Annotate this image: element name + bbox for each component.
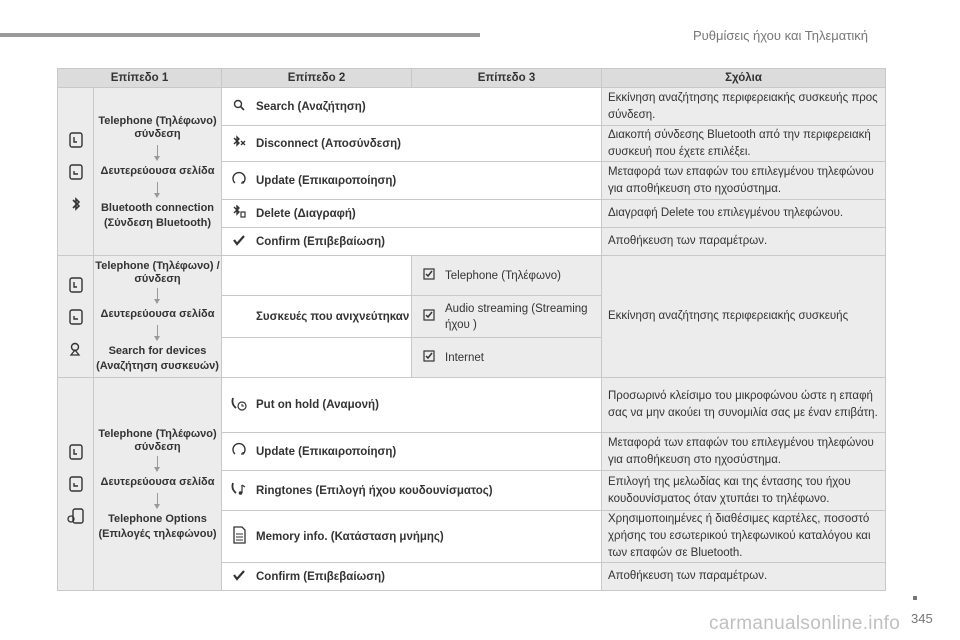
level2-cell bbox=[222, 296, 412, 338]
search-devices-icon bbox=[68, 341, 84, 357]
level2-label: Disconnect (Αποσύνδεση) bbox=[256, 137, 401, 150]
phone-submenu-icon bbox=[68, 309, 84, 325]
comment-cell: Εκκίνηση αναζήτησης περιφερειακής συσκευής bbox=[602, 256, 886, 378]
ringtone-icon bbox=[222, 481, 256, 500]
path-phone: Telephone (Τηλέφωνο) / bbox=[95, 260, 220, 272]
page-bullet bbox=[913, 596, 917, 600]
level2-cell[interactable] bbox=[222, 126, 602, 162]
path-connection: σύνδεση bbox=[134, 273, 181, 285]
table-header-row bbox=[58, 69, 886, 88]
comment-cell: Εκκίνηση αναζήτησης περιφερειακής συσκευής προς σύνδεση. bbox=[602, 88, 886, 126]
level1-path bbox=[94, 378, 222, 591]
phone-icon bbox=[68, 444, 84, 460]
path-arrow bbox=[157, 493, 158, 505]
top-rule bbox=[0, 33, 480, 37]
memory-icon bbox=[222, 526, 256, 547]
check-icon bbox=[222, 569, 256, 584]
bluetooth-disconnect-icon bbox=[222, 135, 256, 152]
phone-icon bbox=[68, 277, 84, 293]
level2-cell[interactable] bbox=[222, 378, 602, 433]
update-icon bbox=[222, 171, 256, 190]
level2-cell[interactable] bbox=[222, 471, 602, 511]
col-level2: Επίπεδο 2 bbox=[222, 69, 412, 88]
phone-icon bbox=[68, 132, 84, 148]
level1-icons bbox=[58, 256, 94, 378]
path-arrow bbox=[157, 288, 158, 300]
search-icon bbox=[222, 98, 256, 115]
checkbox-icon bbox=[412, 350, 445, 365]
update-icon bbox=[222, 442, 256, 461]
path-secondary-page: Δευτερεύουσα σελίδα bbox=[100, 475, 215, 488]
check-icon bbox=[222, 234, 256, 249]
phone-submenu-icon bbox=[68, 164, 84, 180]
path-search-devices-gr: (Αναζήτηση συσκευών) bbox=[96, 360, 219, 372]
level2-label: Memory info. (Κατάσταση μνήμης) bbox=[256, 530, 444, 543]
level3-cell[interactable] bbox=[412, 296, 602, 338]
level2-label: Put on hold (Αναμονή) bbox=[256, 399, 379, 411]
checkbox-icon bbox=[412, 268, 445, 283]
comment-cell: Αποθήκευση των παραμέτρων. bbox=[602, 228, 886, 256]
watermark: carmanualsonline.info bbox=[709, 613, 901, 634]
col-comments: Σχόλια bbox=[602, 69, 886, 88]
path-arrow bbox=[157, 182, 158, 194]
level2-label: Search (Αναζήτηση) bbox=[256, 100, 366, 113]
hold-icon bbox=[222, 396, 256, 415]
level2-cell[interactable] bbox=[222, 88, 602, 126]
table-row bbox=[58, 378, 886, 433]
level3-label: Internet bbox=[445, 351, 484, 364]
level2-empty bbox=[222, 338, 412, 378]
comment-cell: Μεταφορά των επαφών του επιλεγμένου τηλεφώνου για αποθήκευση στο ηχοσύστημα. bbox=[602, 433, 886, 471]
col-level3: Επίπεδο 3 bbox=[412, 69, 602, 88]
comment-cell: Προσωρινό κλείσιμο του μικροφώνου ώστε η επαφή σας να μην ακούει τη συνομιλία σας με έναν επιβάτη. bbox=[602, 378, 886, 433]
comment-cell: Χρησιμοποιημένες ή διαθέσιμες καρτέλες, ποσοστό χρήσης του εσωτερικού τηλεφωνικού καταλόγου και των επαφών σε Bluetooth. bbox=[602, 511, 886, 563]
level1-icons bbox=[58, 88, 94, 256]
phone-submenu-icon bbox=[68, 476, 84, 492]
path-connection: σύνδεση bbox=[134, 440, 181, 453]
level3-cell[interactable] bbox=[412, 256, 602, 296]
comment-cell: Αποθήκευση των παραμέτρων. bbox=[602, 563, 886, 591]
path-secondary-page: Δευτερεύουσα σελίδα bbox=[100, 308, 215, 320]
level2-label: Συσκευές που ανιχνεύτηκαν bbox=[256, 310, 410, 323]
level1-icons bbox=[58, 378, 94, 591]
path-arrow bbox=[157, 145, 158, 157]
settings-table bbox=[57, 68, 886, 591]
path-bluetooth-connection: Bluetooth connection bbox=[100, 202, 215, 214]
table-row bbox=[58, 88, 886, 126]
level2-label: Delete (Διαγραφή) bbox=[256, 207, 356, 220]
level2-cell[interactable] bbox=[222, 563, 602, 591]
phone-options-icon bbox=[67, 508, 85, 524]
page-number: 345 bbox=[911, 611, 933, 626]
delete-icon bbox=[222, 205, 256, 222]
path-bluetooth-connection-gr: (Σύνδεση Bluetooth) bbox=[104, 217, 211, 229]
level2-label: Confirm (Επιβεβαίωση) bbox=[256, 235, 385, 248]
level2-cell[interactable] bbox=[222, 200, 602, 228]
comment-cell: Διαγραφή Delete του επιλεγμένου τηλεφώνου. bbox=[602, 200, 886, 228]
level2-cell[interactable] bbox=[222, 162, 602, 200]
comment-cell: Μεταφορά των επαφών του επιλεγμένου τηλεφώνου για αποθήκευση στο ηχοσύστημα. bbox=[602, 162, 886, 200]
path-arrow bbox=[157, 456, 158, 468]
path-secondary-page: Δευτερεύουσα σελίδα bbox=[100, 165, 215, 177]
col-level1: Επίπεδο 1 bbox=[58, 69, 222, 88]
level1-path bbox=[94, 88, 222, 256]
level2-cell[interactable] bbox=[222, 511, 602, 563]
level3-cell[interactable] bbox=[412, 338, 602, 378]
path-phone-connection: Telephone (Τηλέφωνο) σύνδεση bbox=[98, 115, 217, 140]
path-search-devices: Search for devices bbox=[108, 345, 207, 357]
path-phone: Telephone (Τηλέφωνο) bbox=[98, 427, 217, 440]
level1-path bbox=[94, 256, 222, 378]
page-header: Ρυθμίσεις ήχου και Τηλεματική bbox=[693, 28, 869, 43]
table-row bbox=[58, 256, 886, 296]
checkbox-icon bbox=[412, 309, 445, 324]
level2-label: Update (Επικαιροποίηση) bbox=[256, 174, 397, 187]
level2-empty bbox=[222, 256, 412, 296]
level3-label: Audio streaming (Streaming ήχου ) bbox=[445, 302, 588, 331]
bluetooth-icon bbox=[68, 196, 84, 212]
path-phone-options: Telephone Options bbox=[108, 512, 207, 525]
comment-cell: Επιλογή της μελωδίας και της έντασης του ήχου κουδουνίσματος όταν χτυπάει το τηλέφωνο. bbox=[602, 471, 886, 511]
level2-label: Update (Επικαιροποίηση) bbox=[256, 445, 397, 458]
path-arrow bbox=[157, 325, 158, 337]
level2-cell[interactable] bbox=[222, 228, 602, 256]
level2-cell[interactable] bbox=[222, 433, 602, 471]
path-phone-options-gr: (Επιλογές τηλεφώνου) bbox=[98, 527, 217, 540]
level2-label: Confirm (Επιβεβαίωση) bbox=[256, 570, 385, 583]
comment-cell: Διακοπή σύνδεσης Bluetooth από την περιφερειακή συσκευή που έχετε επιλέξει. bbox=[602, 126, 886, 162]
level3-label: Telephone (Τηλέφωνο) bbox=[445, 269, 561, 282]
level2-label: Ringtones (Επιλογή ήχου κουδουνίσματος) bbox=[256, 484, 493, 497]
